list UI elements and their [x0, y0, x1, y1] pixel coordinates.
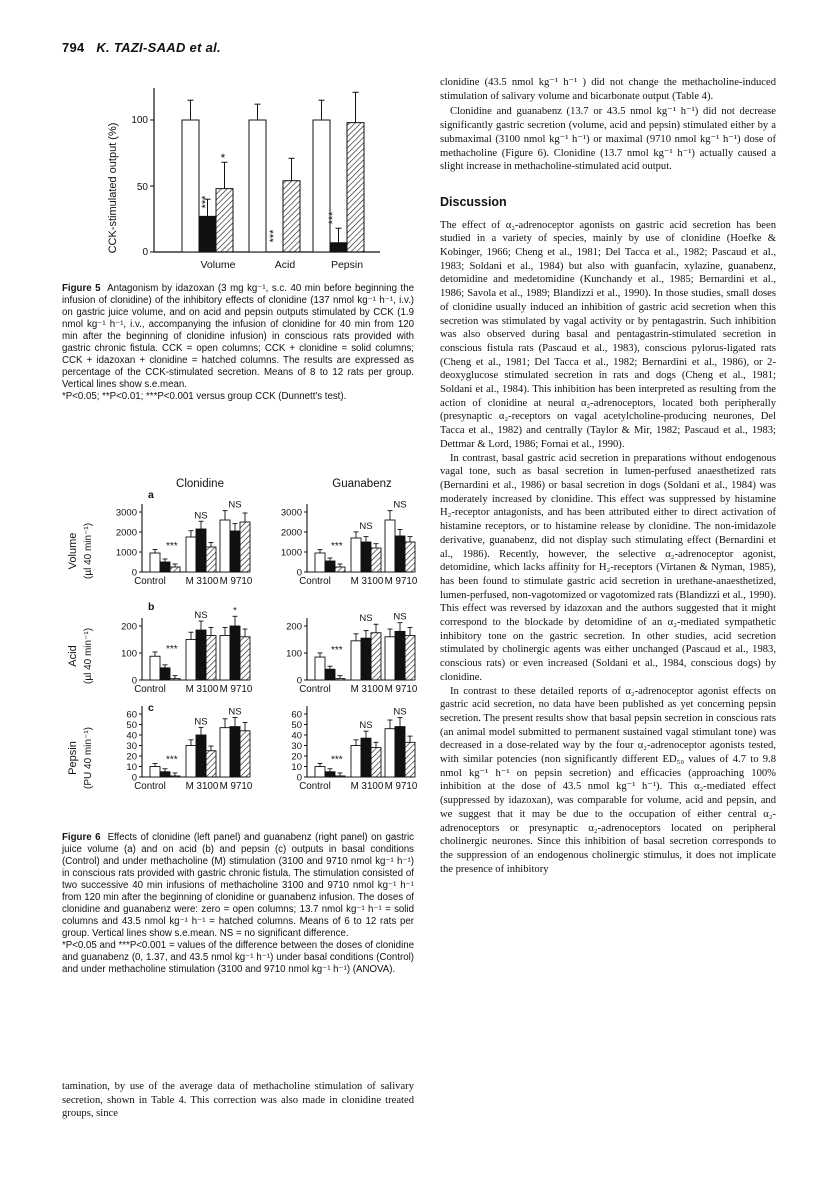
fig6-ylabel-acid: Acid — [67, 645, 79, 667]
fig6-bar — [170, 776, 180, 777]
fig6-caption-text: Effects of clonidine (left panel) and guanabenz (right panel) on gastric juice volume (a) and on acid (b) and pepsin (c) outputs in basal conditions (Control) and under methacholine (M) stimulation (3100 and 9710 nmol kg⁻¹ h⁻¹) in conscious rats provided with gastric chronic fistula. The stimulation consisted of two successive 40 min infusions of methacholine 3100 and 9710 nmol kg⁻¹ h⁻¹ from 120 min after the beginning of clonidine or guanabenz infusion. The doses of clonidine and guanabenz were: zero = open columns; 13.7 nmol kg⁻¹ h⁻¹ = solid columns and 43.5 nmol kg⁻¹ h⁻¹ = hatched columns. Means of 6 to 12 rats per group. Vertical lines show s.e.mean. NS = no significant difference. — [62, 832, 414, 939]
discussion-para-2: In contrast, basal gastric acid secretion in preparations without endogenous vagal tone, such as basal secretion in lumen-perfused anaesthetized rats (Bernardini et al., 1986) or basal secretion in dogs (Soldani et al., 1984) was moderately increased by clonidine. This effect was suppressed by histamine H₂-receptor antagonists, and has been attributed either to direct activation of histamine receptors, or to histamine release by clonidine. The non-imidazole derivative, guanabenz, did not display such stimulating effect (Bernardini et al., 1986). Recently, however, the selective α₂-adrenoceptor agonist, detomidine, which lacks affinity for H₂-receptors (Virtanen & Nyman, 1985), has been found to stimulate gastric acid secretion in urethane-anaesthetized, lumen-perfused, non-vagotomized or vagotomized rats (Blandizzi et al., 1990). This effect was reversed by idazoxan and the authors suggested that it might correspond to the blockade by detomidine of an α₂-mediated sympathetic inhibitory tone on the gastric secretion. In other studies, acid secretion stimulated by cholinergic agents was either unchanged (Pascaud et al., 1983, conscious rats) or even increased (Soldani et al., 1984, conscious dogs) by clonidine. — [440, 452, 776, 683]
fig6-bar — [351, 641, 361, 680]
fig6-bar — [196, 630, 206, 680]
fig6-guanabenz-volume — [281, 500, 418, 587]
fig6-bar — [395, 536, 405, 572]
fig6-ytick-label: 50 — [126, 720, 137, 731]
fig6-row-a: a — [148, 489, 154, 501]
fig6-bar — [240, 637, 250, 680]
fig6-yunit-volume: (µl 40 min⁻¹) — [83, 522, 94, 580]
fig6-guanabenz-pepsin — [291, 706, 417, 792]
fig6-significance: NS — [194, 510, 208, 522]
fig6-bar — [240, 522, 250, 572]
fig6-bar — [371, 633, 381, 680]
fig6-ytick-label: 10 — [291, 762, 302, 773]
fig6-yunit-acid: (µl 40 min⁻¹) — [83, 627, 94, 685]
fig6-ytick-label: 50 — [291, 720, 302, 731]
fig5-star-vol-hatched: * — [220, 151, 226, 165]
fig6-ytick-label: 60 — [291, 709, 302, 721]
fig6-significance: *** — [331, 754, 343, 766]
fig6-xlabel: M 3100 — [350, 684, 384, 695]
fig5-caption-sig: *P<0.05; **P<0.01; ***P<0.001 versus group CCK (Dunnett's test). — [62, 391, 347, 402]
fig6-panels — [116, 500, 418, 792]
fig6-ytick-label: 0 — [296, 772, 302, 784]
fig5-star-vol-solid: *** — [200, 195, 212, 209]
fig6-bar — [160, 668, 170, 680]
fig6-significance: NS — [359, 720, 373, 732]
fig6-significance: NS — [194, 610, 208, 622]
fig5-bar — [182, 120, 199, 252]
fig5-bar — [283, 181, 300, 252]
fig5-ylabel: CCK-stimulated output (%) — [107, 122, 119, 254]
fig6-bar — [361, 738, 371, 777]
fig6-bar — [160, 772, 170, 777]
fig6-bar — [371, 548, 381, 572]
fig6-bar — [385, 729, 395, 777]
fig6-bar — [186, 640, 196, 681]
fig6-xlabel: M 3100 — [185, 576, 219, 587]
running-header — [62, 40, 221, 55]
fig6-significance: *** — [166, 754, 178, 766]
fig6-xlabel: M 9710 — [384, 576, 418, 587]
fig6-ytick-label: 0 — [131, 567, 137, 579]
fig6-xlabel: M 3100 — [185, 781, 219, 792]
fig5-star-acid-solid: *** — [268, 229, 280, 243]
fig6-bar — [206, 751, 216, 777]
fig6-ytick-label: 0 — [296, 675, 302, 687]
figure-6-chart — [62, 468, 418, 818]
fig5-bar — [249, 120, 266, 252]
fig6-bar — [240, 731, 250, 777]
discussion-heading: Discussion — [440, 194, 507, 209]
fig6-ytick-label: 60 — [126, 709, 137, 721]
fig6-bar — [160, 562, 170, 572]
fig6-ytick-label: 2000 — [280, 527, 302, 539]
fig6-bar — [186, 537, 196, 572]
fig6-caption-sig: *P<0.05 and ***P<0.001 = values of the difference between the doses of clonidine and guanabenz (0, 1.37, and 43.5 nmol kg⁻¹ h⁻¹) under basal conditions (Control) and under methacholine stimulation (3100 and 9710 nmol kg⁻¹ h⁻¹) (ANOVA). — [62, 940, 414, 975]
fig6-bar — [395, 631, 405, 680]
fig6-ytick-label: 40 — [126, 730, 137, 742]
fig6-row-b: b — [148, 601, 155, 613]
fig6-bar — [230, 727, 240, 777]
fig5-xlabel-pepsin: Pepsin — [330, 259, 364, 271]
fig6-bar — [351, 746, 361, 778]
right-column — [440, 76, 776, 876]
fig5-ytick-0: 0 — [142, 247, 148, 258]
fig6-guanabenz-acid — [286, 612, 418, 695]
fig6-bar — [150, 767, 160, 778]
fig6-ytick-label: 3000 — [115, 507, 137, 519]
fig6-significance: NS — [359, 520, 373, 532]
fig6-significance: NS — [393, 611, 407, 623]
fig6-bar — [335, 776, 345, 777]
fig6-significance: *** — [166, 644, 178, 656]
fig6-panel-right: Guanabenz — [332, 478, 392, 490]
fig6-xlabel: M 9710 — [384, 781, 418, 792]
fig6-ytick-label: 200 — [121, 621, 137, 633]
fig6-significance: NS — [228, 499, 242, 511]
fig6-ytick-label: 30 — [126, 741, 137, 752]
fig6-bar — [325, 669, 335, 680]
fig6-significance: *** — [331, 645, 343, 657]
fig6-ytick-label: 40 — [291, 730, 302, 742]
fig6-bar — [385, 520, 395, 572]
fig6-bar — [335, 567, 345, 572]
fig6-bar — [405, 542, 415, 572]
fig6-bar — [196, 735, 206, 777]
fig6-bar — [315, 767, 325, 778]
fig6-clonidine-volume — [116, 500, 253, 587]
fig6-bar — [230, 626, 240, 680]
fig5-bar — [199, 216, 216, 252]
fig6-bar — [150, 656, 160, 680]
fig6-bar — [230, 531, 240, 572]
fig5-caption-title: Figure 5 — [62, 283, 101, 294]
fig6-clonidine-pepsin — [126, 706, 252, 792]
fig6-yunit-pepsin: (PU 40 min⁻¹) — [83, 727, 94, 789]
fig5-bar — [330, 243, 347, 252]
fig6-xlabel: Control — [134, 576, 166, 587]
fig6-ytick-label: 100 — [121, 648, 137, 660]
fig6-ytick-label: 20 — [291, 751, 302, 763]
figure-6-caption — [62, 832, 414, 976]
fig6-xlabel: M 9710 — [219, 684, 253, 695]
fig6-ytick-label: 0 — [131, 675, 137, 687]
running-authors: K. TAZI-SAAD et al. — [96, 40, 221, 55]
fig5-xlabel-acid: Acid — [274, 259, 296, 271]
fig6-xlabel: M 3100 — [350, 781, 384, 792]
fig6-bar — [206, 547, 216, 572]
fig6-ytick-label: 100 — [286, 648, 302, 660]
fig6-bar — [351, 538, 361, 572]
fig6-bar — [220, 728, 230, 777]
fig6-ylabel-pepsin: Pepsin — [67, 741, 79, 775]
fig6-ytick-label: 30 — [291, 741, 302, 752]
fig6-ytick-label: 0 — [131, 772, 137, 784]
left-column-bottom-text — [62, 1080, 414, 1121]
right-para-2: Clonidine and guanabenz (13.7 or 43.5 nmol kg⁻¹ h⁻¹) did not decrease significantly gastric secretion (volume, acid and pepsin) stimulated either by a submaximal (3100 nmol kg⁻¹ h⁻¹) or maximal (9710 nmol kg⁻¹ h⁻¹) dose of methacholine (Figure 6). Clonidine (13.7 nmol kg⁻¹ h⁻¹) actually caused a slight increase in methacholine-stimulated acid output. — [440, 106, 776, 173]
fig6-bar — [186, 746, 196, 778]
discussion-para-3: In contrast to these detailed reports of α₂-adrenoceptor agonist effects on gastric acid secretion, no data have been published as yet concerning pepsin secretion. The present results show that basal pepsin secretion in conscious rats (an animal model submitted to permanent sustained vagal stimulant tone) was decreased in a dose-related way by the four α₂-adrenoceptor agonists tested, with similar potencies (non significantly different ED₅₀ values of 4.7 to 9.8 nmol kg⁻¹ h⁻¹ on pepsin secretion) and efficacies (approaching 100% inhibition at the dose of 43.5 nmol kg⁻¹ h⁻¹). This α₂-mediated effect (suppressed by idazoxan), was comparable for volume, acid and pepsin, and we suggest that it may be due to the occupation of either central α₂-adrenoceptors or presynaptic α₂-adrenoceptors located on peripheral cholinergic neurones. Since this inhibition of basal secretion corresponds to the suppression of an endogenous cholinergic stimulus, it does not implicate the presence of inhibitory — [440, 685, 776, 875]
fig6-xlabel: Control — [299, 781, 331, 792]
fig6-row-c: c — [148, 702, 154, 714]
fig5-bar — [347, 123, 364, 252]
fig6-ytick-label: 2000 — [115, 527, 137, 539]
fig6-ytick-label: 20 — [126, 751, 137, 763]
left-bottom-paragraph: tamination, by use of the average data of methacholine stimulation of salivary secretion, shown in Table 4. This correction was also made in clonidine treated groups, since — [62, 1081, 414, 1120]
fig6-bar — [206, 635, 216, 680]
fig6-ytick-label: 200 — [286, 621, 302, 633]
fig5-bars — [182, 92, 364, 252]
fig6-bar — [405, 635, 415, 680]
fig5-ytick-50: 50 — [136, 182, 148, 193]
fig6-bar — [220, 635, 230, 680]
fig6-bar — [325, 561, 335, 572]
fig6-ytick-label: 3000 — [280, 507, 302, 519]
fig6-xlabel: M 9710 — [219, 781, 253, 792]
fig6-significance: NS — [359, 613, 373, 625]
fig6-clonidine-acid — [121, 605, 253, 695]
figure-5-chart — [100, 78, 400, 274]
fig6-xlabel: M 3100 — [185, 684, 219, 695]
fig6-bar — [361, 638, 371, 680]
right-para-1: clonidine (43.5 nmol kg⁻¹ h⁻¹ ) did not change the methacholine-induced stimulation of salivary volume and bicarbonate output (Table 4). — [440, 77, 776, 102]
fig6-xlabel: Control — [299, 684, 331, 695]
fig5-star-pepsin-solid: *** — [327, 211, 339, 225]
page-number: 794 — [62, 40, 85, 55]
fig6-ytick-label: 10 — [126, 762, 137, 773]
fig6-bar — [170, 679, 180, 680]
fig6-ytick-label: 1000 — [280, 547, 302, 559]
fig6-bar — [315, 657, 325, 680]
fig5-bar — [216, 189, 233, 252]
fig6-xlabel: M 9710 — [219, 576, 253, 587]
fig6-significance: *** — [331, 541, 343, 552]
fig6-bar — [371, 748, 381, 777]
fig6-bar — [325, 772, 335, 777]
fig6-bar — [170, 567, 180, 572]
fig6-significance: NS — [228, 706, 242, 718]
fig5-bar — [313, 120, 330, 252]
fig6-bar — [150, 553, 160, 572]
fig6-panel-left: Clonidine — [176, 478, 224, 490]
fig6-ytick-label: 1000 — [115, 547, 137, 559]
fig6-xlabel: Control — [134, 781, 166, 792]
fig6-bar — [361, 542, 371, 572]
fig5-ytick-100: 100 — [131, 115, 148, 126]
fig6-xlabel: Control — [134, 684, 166, 695]
fig5-xlabel-volume: Volume — [200, 259, 236, 271]
fig6-xlabel: M 9710 — [384, 684, 418, 695]
fig6-xlabel: Control — [299, 576, 331, 587]
discussion-para-1: The effect of α₂-adrenoceptor agonists on gastric acid secretion has been studied in a variety of species, mainly by use of clonidine (Hoefke & Kobinger, 1966; Cheng et al., 1981; Del Tacca et al., 1982; Pascaud et al., 1983; Soldani et al., 1984) but also with guanfacin, xylazine, guanabenz, detomidine and medetomidine (Kunchandy et al., 1985; Bernardini et al., 1986; Savola et al., 1989; Blandizzi et al., 1990). In those studies, small doses of clonidine usually induced an inhibition of gastric acid secretion when this secretion was stimulated by vagal activity or by pentagastrin. Such inhibition was also observed during basal and pentagastrin-stimulated secretion in conscious fistula rats (Pascaud et al., 1983), conscious pylorus-ligated rats (Cheng et al., 1981; Del Tacca et al., 1982; Bernardini et al., 1986), or 2-deoxyglucose stimulated secretion in rats and dogs (Cheng et al., 1981; Soldani et al., 1984). This inhibition has been interpreted as resulting from the action of clonidine at neural α₂-adrenoceptors, located both peripherally (presynaptic α₂-receptors on vagal acetylcholine-producing neurones, Del Tacca et al., 1982) and centrally (Taylor & Mir, 1982; Pascaud et al., 1983; Dettmar & Lord, 1986; Fornai et al., 1990). — [440, 219, 776, 450]
fig6-significance: NS — [194, 716, 208, 728]
fig6-significance: * — [233, 605, 237, 617]
fig6-caption-title: Figure 6 — [62, 832, 101, 843]
fig6-bar — [315, 553, 325, 572]
fig6-ylabel-volume: Volume — [67, 532, 79, 570]
fig6-bar — [335, 679, 345, 680]
fig5-caption-text: Antagonism by idazoxan (3 mg kg⁻¹, s.c. 40 min before beginning the infusion of clonidine) of the inhibitory effects of clonidine (137 nmol kg⁻¹ h⁻¹, i.v.) on gastric juice volume, and on acid and pepsin outputs stimulated by CCK (1.9 nmol kg⁻¹ h⁻¹, i.v., accompanying the infusion of clonidine for 40 min from 120 min after the beginning of clonidine infusion) in conscious rats provided with gastric chronic fistula. CCK = open columns; CCK + clonidine = solid columns; CCK + idazoxan + clonidine = hatched columns. The results are expressed as percentage of the CCK-stimulated secretion. Means of 8 to 12 rats per group. Vertical lines show s.e.mean. — [62, 283, 414, 390]
fig6-bar — [395, 727, 405, 777]
fig6-bar — [385, 637, 395, 680]
fig6-significance: *** — [166, 541, 178, 552]
fig6-ytick-label: 0 — [296, 567, 302, 579]
fig6-bar — [196, 529, 206, 572]
fig6-xlabel: M 3100 — [350, 576, 384, 587]
fig6-bar — [220, 520, 230, 572]
fig6-significance: NS — [393, 706, 407, 718]
fig6-bar — [405, 742, 415, 777]
figure-5-caption — [62, 283, 414, 403]
fig6-significance: NS — [393, 499, 407, 511]
